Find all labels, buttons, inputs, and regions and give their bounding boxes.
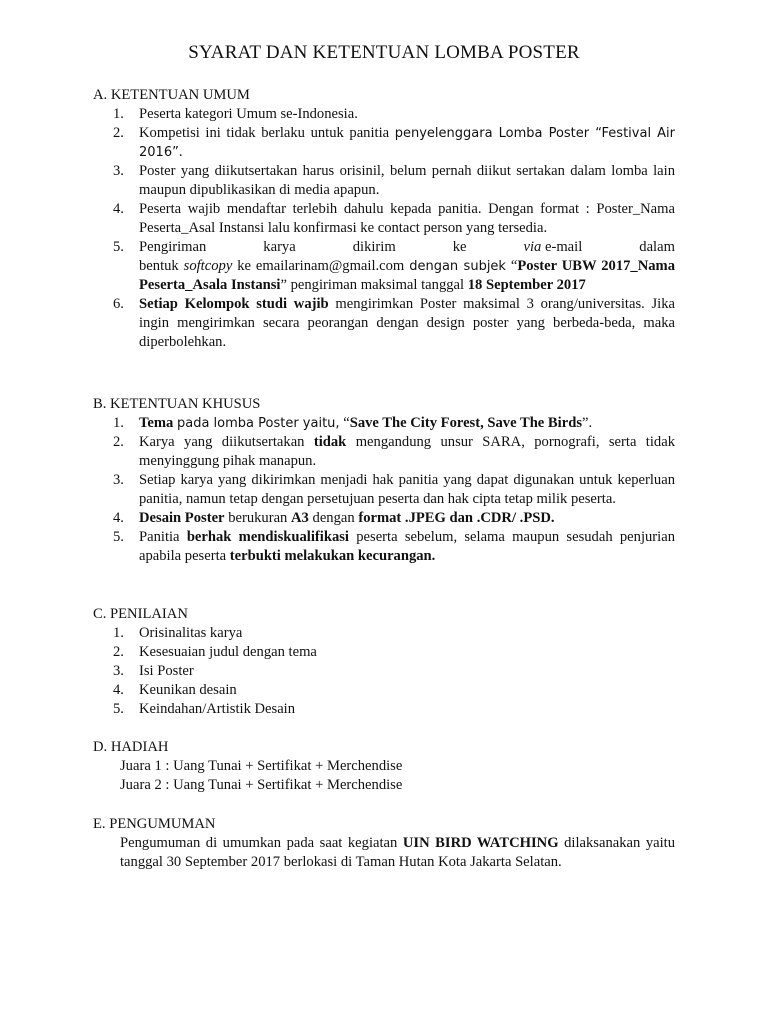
section-ketentuan-umum [93, 86, 675, 352]
announcement-text: Pengumuman di umumkan pada saat kegiatan UIN BIRD WATCHING dilaksanakan yaitu tanggal 30 September 2017 berlokasi di Taman Hutan Kota Jakarta Selatan. [120, 835, 676, 870]
list-item: 3. Setiap karya yang dikirimkan menjadi hak panitia yang dapat digunakan untuk keperluan panitia, namun tetap dengan persetujuan peserta dan hak cipta tetap milik peserta. [113, 472, 675, 507]
list-item: 1. Peserta kategori Umum se-Indonesia. [113, 106, 358, 122]
section-penilaian [93, 605, 675, 719]
list-item: 2. Kompetisi ini tidak berlaku untuk panitia penyelenggara Lomba Poster “Festival Air 2016”. [113, 125, 675, 160]
section-heading: E. PENGUMUMAN [93, 816, 216, 832]
list-item: 5. Panitia berhak mendiskualifikasi peserta sebelum, selama maupun sesudah penjurian apabila peserta terbukti melakukan kecurangan. [113, 529, 675, 564]
section-ketentuan-khusus [93, 395, 675, 566]
list-item: 4. Peserta wajib mendaftar terlebih dahulu kepada panitia. Dengan format : Poster_Nama Peserta_Asal Instansi lalu konfirmasi ke contact person yang tersedia. [113, 201, 675, 236]
list-item: 6. Setiap Kelompok studi wajib mengirimkan Poster maksimal 3 orang/universitas. Jika ingin mengirimkan secara peorangan dengan design poster yang berbeda-beda, maka diperbolehkan. [113, 296, 676, 350]
list-item: 4. Keunikan desain [113, 682, 237, 698]
list-item: 3. Isi Poster [113, 663, 194, 679]
list-item: 2. Kesesuaian judul dengan tema [113, 644, 317, 660]
penilaian-list [93, 624, 675, 719]
prize-line: Juara 2 : Uang Tunai + Sertifikat + Merchendise [120, 777, 403, 793]
section-pengumuman [93, 815, 675, 872]
section-heading: B. KETENTUAN KHUSUS [93, 396, 261, 412]
list-item: 1. Tema pada lomba Poster yaitu, “Save The City Forest, Save The Birds”. [113, 415, 593, 431]
spread-line: Pengiriman karya dikirim ke via e-mail dalam [139, 239, 675, 255]
list-item: 2. Karya yang diikutsertakan tidak mengandung unsur SARA, pornografi, serta tidak menyinggung pihak manapun. [113, 434, 675, 469]
list-item: 5. Keindahan/Artistik Desain [113, 701, 296, 717]
prize-line: Juara 1 : Uang Tunai + Sertifikat + Merchendise [120, 758, 403, 774]
list-item: 1. Orisinalitas karya [113, 625, 243, 641]
ketentuan-umum-list [93, 105, 675, 352]
section-heading: C. PENILAIAN [93, 606, 188, 622]
list-item: 4. Desain Poster berukuran A3 dengan format .JPEG dan .CDR/ .PSD. [113, 510, 555, 526]
list-item: 5. Pengiriman karya dikirim ke via e-mail dalam bentuk softcopy ke emailarinam@gmail.com dengan subjek “Poster UBW 2017_Nama Peserta_Asala Instansi” pengiriman maksimal tanggal 18 September 2017 [113, 239, 676, 293]
page-title: SYARAT DAN KETENTUAN LOMBA POSTER [188, 42, 580, 63]
ketentuan-khusus-list [93, 414, 675, 566]
section-hadiah [93, 738, 675, 795]
section-heading: A. KETENTUAN UMUM [93, 87, 250, 103]
list-item: 3. Poster yang diikutsertakan harus orisinil, belum pernah diikut sertakan dalam lomba lain maupun dipublikasikan di media apapun. [113, 163, 675, 198]
section-heading: D. HADIAH [93, 739, 169, 755]
